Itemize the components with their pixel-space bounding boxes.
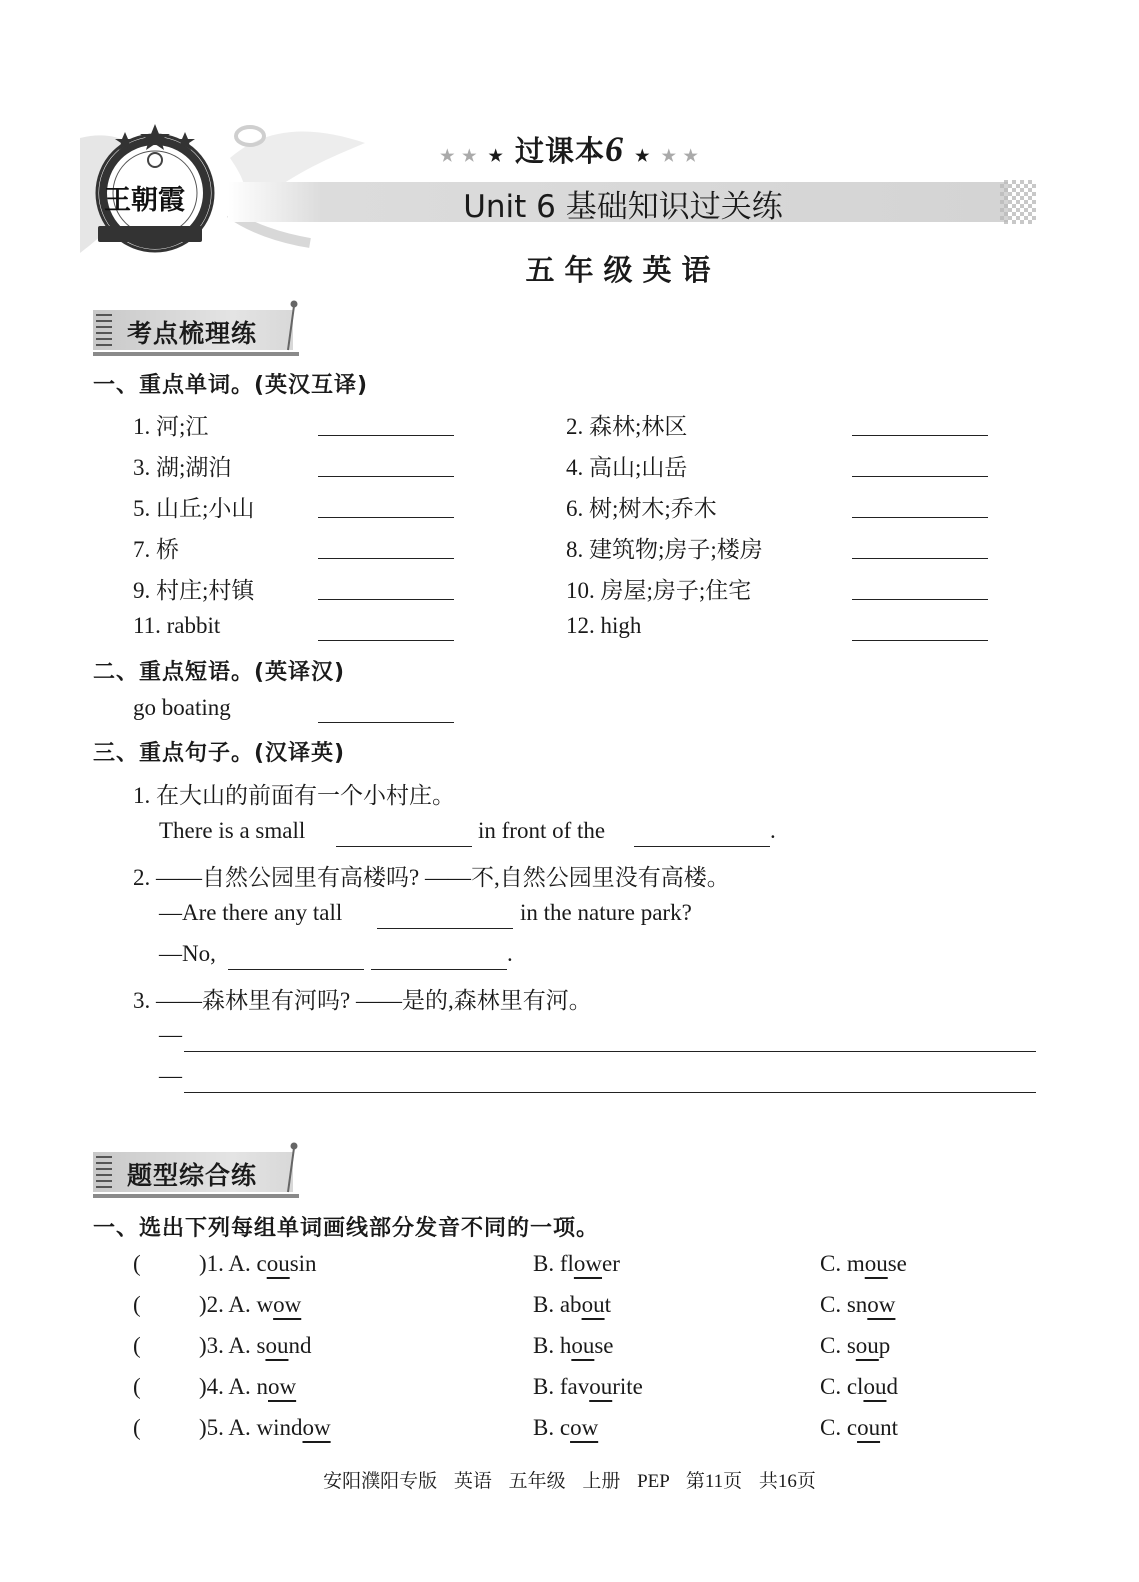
- word-part: B. h: [533, 1333, 572, 1358]
- answer-blank[interactable]: [634, 845, 770, 847]
- word-part: C. c: [820, 1415, 858, 1440]
- word-part: C. cl: [820, 1374, 864, 1399]
- option-b[interactable]: [533, 1251, 620, 1277]
- word-item: 7. 桥: [133, 537, 179, 562]
- sentence-q2-en: —Are there any tall: [159, 900, 343, 925]
- sentence-q3: 3. ——森林里有河吗? ——是的,森林里有河。: [133, 988, 592, 1013]
- word-part: d: [886, 1374, 898, 1399]
- paren-open: (: [133, 1292, 141, 1317]
- word-part: nd: [288, 1333, 312, 1358]
- answer-blank[interactable]: [318, 557, 454, 559]
- question-row: [133, 1251, 141, 1277]
- dash: —: [159, 1022, 182, 1047]
- part1-heading: 一、重点单词。(英汉互译): [93, 373, 369, 398]
- section-title: 考点梳理练: [127, 321, 258, 348]
- word-item: 5. 山丘;小山: [133, 496, 255, 521]
- word-item: 3. 湖;湖泊: [133, 455, 232, 480]
- word-item: 12. high: [566, 613, 642, 638]
- question-row: [133, 1333, 141, 1359]
- underlined-part: ow: [570, 1415, 599, 1440]
- paren-open: (: [133, 1333, 141, 1358]
- paren-open: (: [133, 1374, 141, 1399]
- paren-open: (: [133, 1415, 141, 1440]
- word-part: C. s: [820, 1333, 856, 1358]
- option-c[interactable]: [820, 1374, 898, 1400]
- part3-heading: 三、重点句子。(汉译英): [93, 741, 346, 766]
- underlined-part: ow: [573, 1251, 603, 1276]
- underlined-part: ou: [863, 1374, 887, 1399]
- underlined-part: ou: [857, 1415, 881, 1440]
- star-icon: ★ ★: [661, 146, 699, 165]
- word-item: 2. 森林;林区: [566, 414, 688, 439]
- option-b[interactable]: [533, 1374, 643, 1400]
- sentence-q1-en-b: in front of the: [478, 818, 606, 843]
- question-number: )4. A.: [199, 1374, 257, 1399]
- star-icon: ★: [488, 146, 504, 165]
- answer-blank[interactable]: [852, 639, 988, 641]
- word-part: se: [887, 1251, 907, 1276]
- underlined-part: ou: [589, 1374, 613, 1399]
- answer-blank[interactable]: [318, 598, 454, 600]
- word-item: 8. 建筑物;房子;楼房: [566, 537, 763, 562]
- sentence-q1: 1. 在大山的前面有一个小村庄。: [133, 783, 455, 808]
- word-item: 9. 村庄;村镇: [133, 578, 255, 603]
- word-part: c: [256, 1251, 267, 1276]
- word-part: se: [594, 1333, 614, 1358]
- underlined-part: ou: [581, 1292, 605, 1317]
- underlined-part: ou: [855, 1333, 879, 1358]
- pen-icon: [285, 300, 299, 352]
- word-part: er: [602, 1251, 620, 1276]
- answer-blank[interactable]: [318, 639, 454, 641]
- word-part: wind: [256, 1415, 303, 1440]
- word-part: C. m: [820, 1251, 865, 1276]
- pen-icon: [285, 1142, 299, 1194]
- word-part: t: [604, 1292, 611, 1317]
- word-item: 6. 树;树木;乔木: [566, 496, 717, 521]
- subtitle: 五年级英语: [525, 253, 721, 287]
- word-part: C. sn: [820, 1292, 868, 1317]
- answer-blank[interactable]: [852, 516, 988, 518]
- question-number: )5. A.: [199, 1415, 257, 1440]
- underlined-part: ow: [302, 1415, 331, 1440]
- paren-open: (: [133, 1251, 141, 1276]
- star-icon: ★ ★: [440, 146, 478, 165]
- word-item: 11. rabbit: [133, 613, 221, 638]
- answer-blank[interactable]: [852, 434, 988, 436]
- underlined-part: ou: [265, 1333, 289, 1358]
- period: .: [770, 818, 776, 843]
- badge-title: [0, 128, 1139, 170]
- period: .: [507, 941, 513, 966]
- page-footer: 安阳濮阳专版 英语 五年级 上册 PEP 第11页 共16页: [323, 1471, 816, 1492]
- star-icon: ★: [635, 146, 651, 165]
- option-a[interactable]: [199, 1374, 296, 1400]
- underlined-part: ou: [571, 1333, 595, 1358]
- option-a[interactable]: [199, 1251, 317, 1277]
- section-header-practice: [93, 1152, 303, 1196]
- word-part: B. c: [533, 1415, 571, 1440]
- underlined-part: ou: [864, 1251, 888, 1276]
- option-c[interactable]: [820, 1251, 907, 1277]
- question-row: [133, 1415, 141, 1441]
- word-part: n: [256, 1374, 268, 1399]
- part2-heading: 二、重点短语。(英译汉): [93, 660, 346, 685]
- word-part: nt: [880, 1415, 898, 1440]
- answer-blank[interactable]: [852, 557, 988, 559]
- answer-blank[interactable]: [228, 968, 364, 970]
- word-part: sin: [289, 1251, 317, 1276]
- word-part: B. fl: [533, 1251, 574, 1276]
- badge-title-text: 过课本: [514, 134, 605, 168]
- answer-blank[interactable]: [336, 845, 472, 847]
- word-item: 10. 房屋;房子;住宅: [566, 578, 752, 603]
- option-a[interactable]: [199, 1292, 301, 1318]
- underlined-part: ow: [268, 1374, 297, 1399]
- word-part: p: [878, 1333, 891, 1358]
- option-a[interactable]: [199, 1415, 331, 1441]
- option-c[interactable]: [820, 1333, 890, 1359]
- answer-blank[interactable]: [318, 721, 454, 723]
- question-row: [133, 1292, 141, 1318]
- word-part: s: [256, 1333, 266, 1358]
- answer-blank[interactable]: [852, 475, 988, 477]
- word-part: rite: [612, 1374, 643, 1399]
- section-title: 题型综合练: [127, 1163, 258, 1190]
- underlined-part: ou: [266, 1251, 290, 1276]
- option-b[interactable]: [533, 1333, 614, 1359]
- answer-blank[interactable]: [371, 968, 507, 970]
- sentence-q2: 2. ——自然公园里有高楼吗? ——不,自然公园里没有高楼。: [133, 865, 730, 890]
- word-item: 4. 高山;山岳: [566, 455, 688, 480]
- answer-line[interactable]: [184, 1050, 1036, 1052]
- dash: —: [159, 1063, 182, 1088]
- underlined-part: ow: [867, 1292, 896, 1317]
- answer-blank[interactable]: [318, 434, 454, 436]
- option-b[interactable]: [533, 1292, 611, 1318]
- answer-blank[interactable]: [377, 927, 513, 929]
- question-row: [133, 1374, 141, 1400]
- option-c[interactable]: [820, 1292, 895, 1318]
- answer-blank[interactable]: [852, 598, 988, 600]
- section-header-review: [93, 310, 303, 354]
- answer-blank[interactable]: [318, 475, 454, 477]
- pronunciation-heading: 一、选出下列每组单词画线部分发音不同的一项。: [93, 1216, 600, 1241]
- question-number: )3. A.: [199, 1333, 257, 1358]
- sentence-q2-en-b: in the nature park?: [520, 900, 692, 925]
- word-part: B. ab: [533, 1292, 582, 1317]
- word-part: w: [256, 1292, 274, 1317]
- answer-blank[interactable]: [318, 516, 454, 518]
- option-a[interactable]: [199, 1333, 311, 1359]
- option-b[interactable]: [533, 1415, 598, 1441]
- question-number: )2. A.: [199, 1292, 257, 1317]
- question-number: )1. A.: [199, 1251, 257, 1276]
- sentence-q1-en: There is a small: [159, 818, 306, 843]
- underlined-part: ow: [273, 1292, 302, 1317]
- phrase-item: go boating: [133, 695, 231, 720]
- unit-title: Unit 6 基础知识过关练: [463, 189, 783, 225]
- option-c[interactable]: [820, 1415, 898, 1441]
- word-part: B. fav: [533, 1374, 590, 1399]
- badge-number: 6: [605, 129, 624, 169]
- word-item: 1. 河;江: [133, 414, 209, 439]
- logo-text: 王朝霞: [104, 185, 185, 215]
- answer-line[interactable]: [184, 1091, 1036, 1093]
- sentence-q2-en-c: —No,: [159, 941, 216, 966]
